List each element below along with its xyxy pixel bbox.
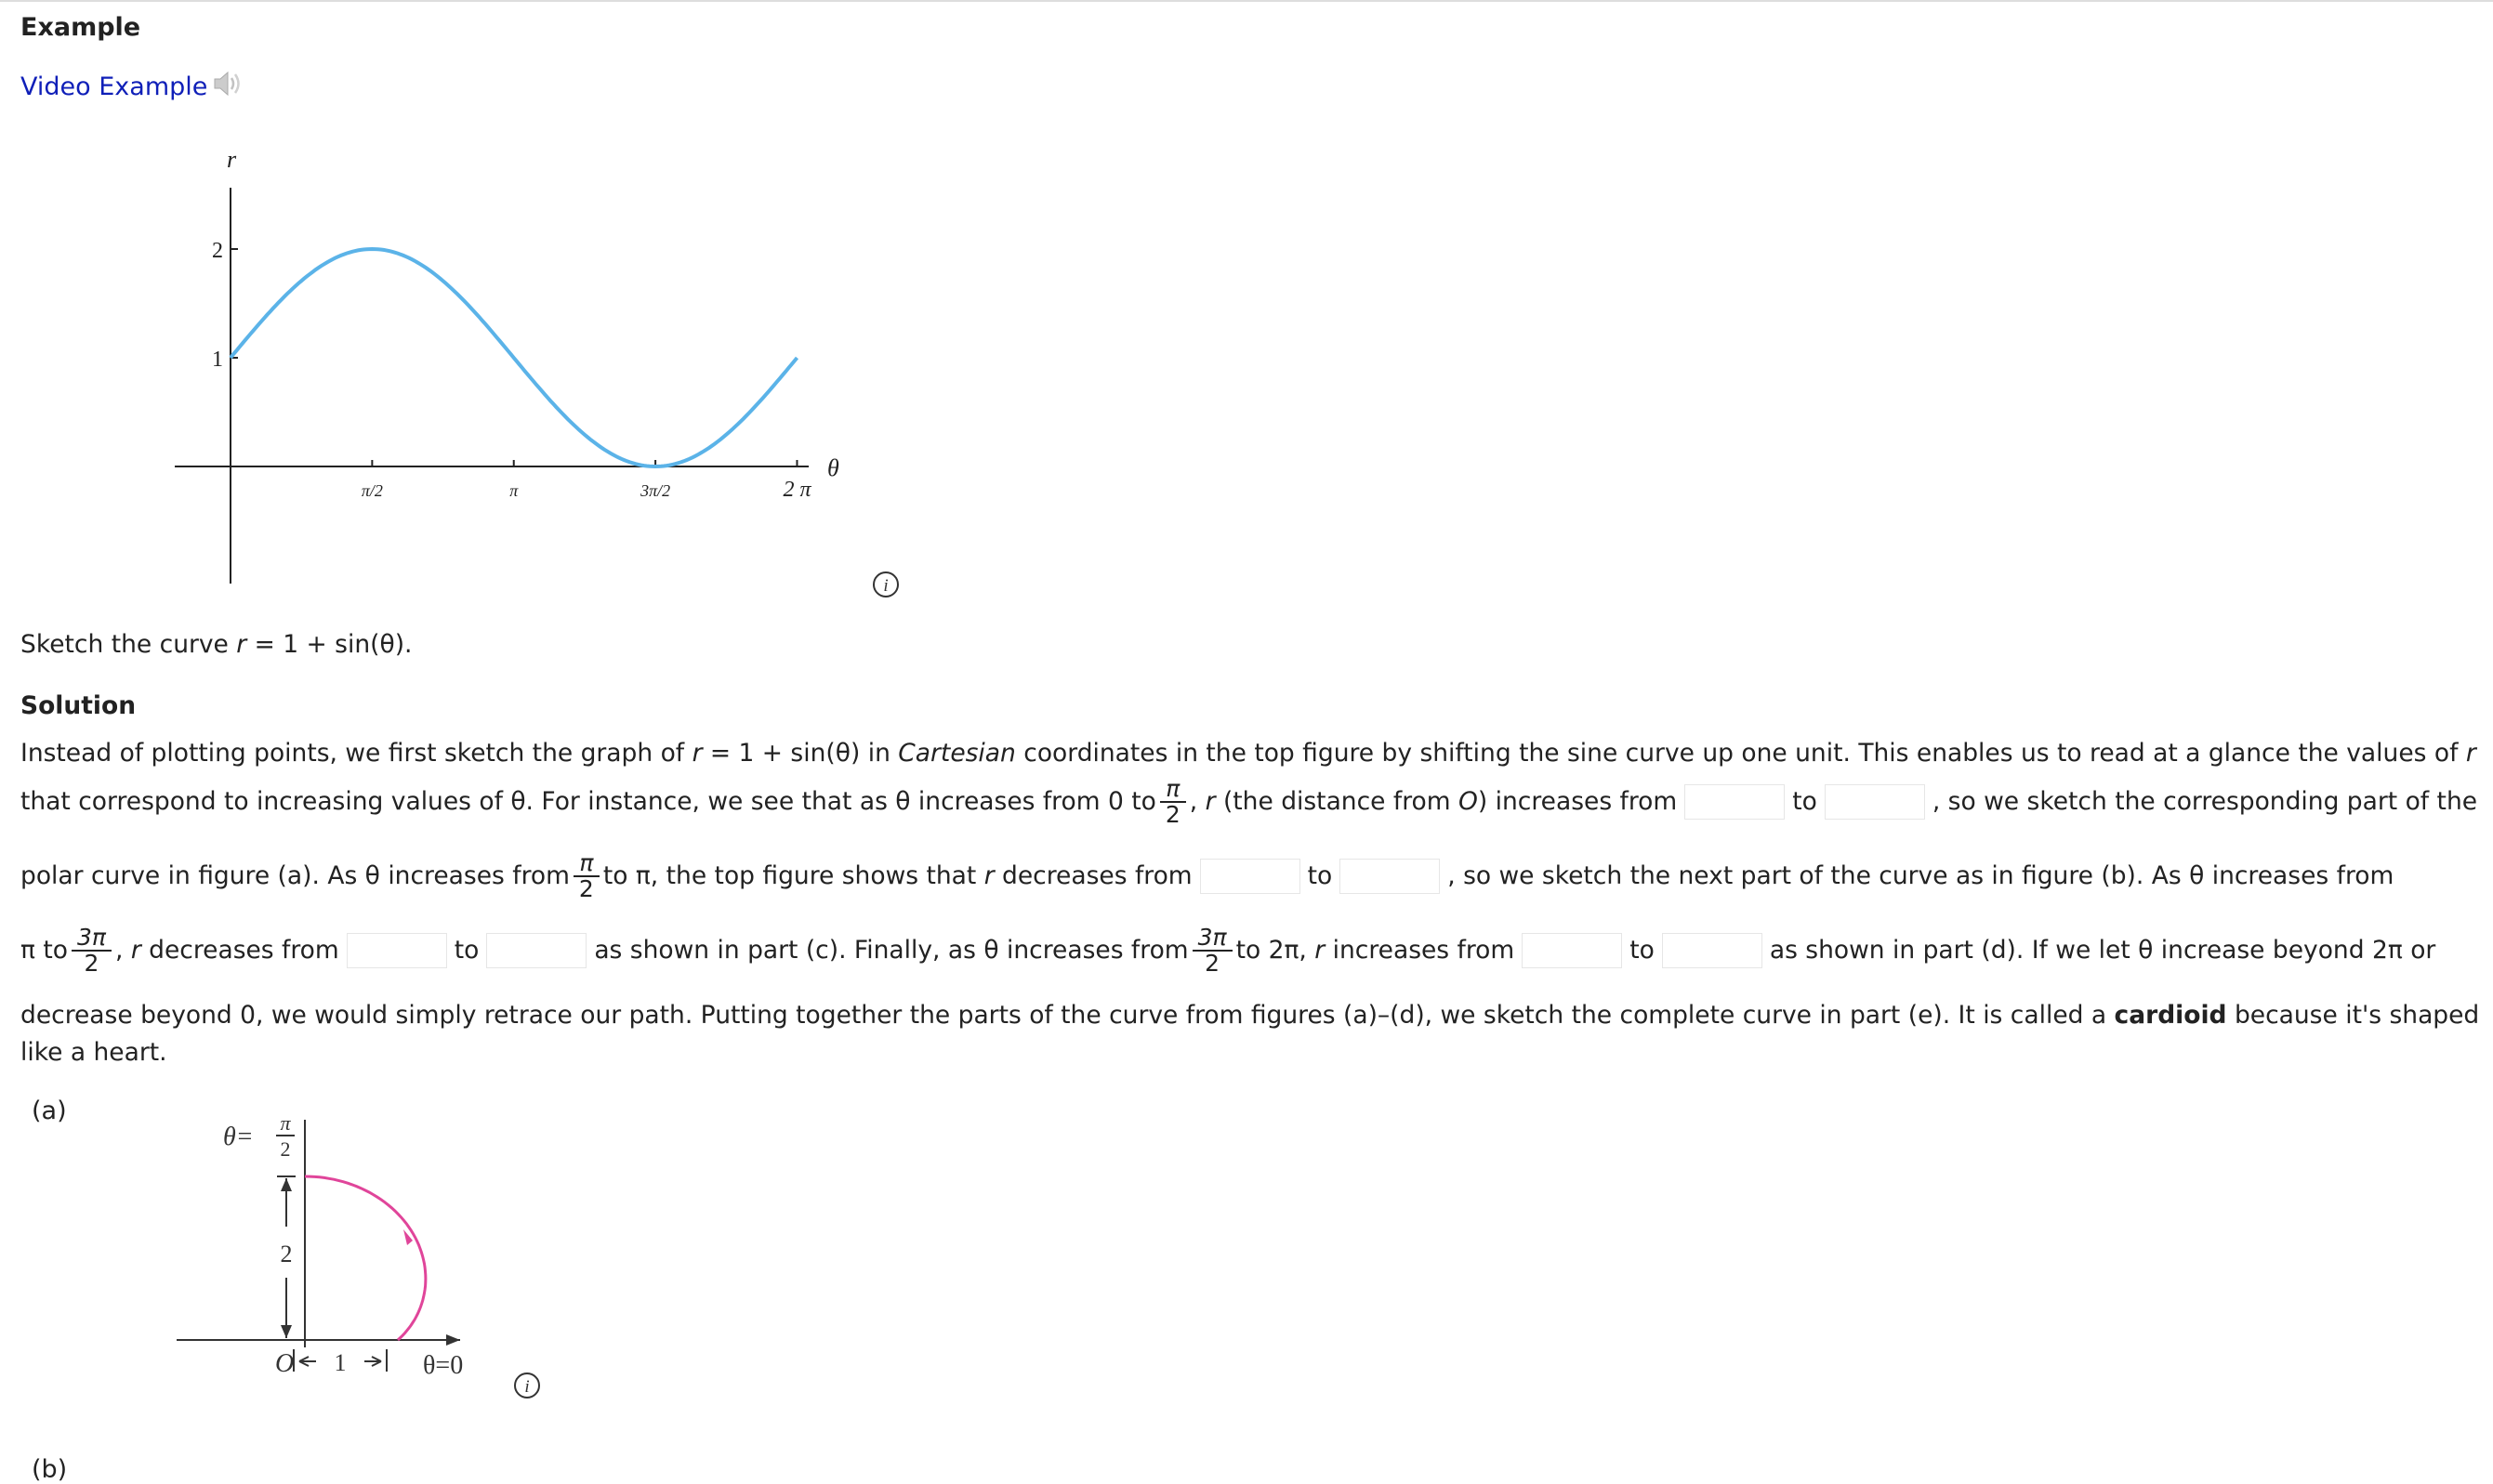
y-tick-label: 2 bbox=[212, 239, 223, 263]
unit-arrow-left bbox=[299, 1357, 316, 1366]
solution-line-1: Instead of plotting points, we first sketch the graph of r = 1 + sin(θ) in Cartesian coordinates in the top figure by shifting the sine curve up one unit. This enables us to read at a glance the values of r bbox=[20, 739, 2476, 768]
dimension-arrow-down bbox=[281, 1325, 292, 1338]
x-tick-label: 2 π bbox=[783, 478, 811, 502]
answer-input-4[interactable] bbox=[1339, 859, 1440, 894]
x-axis-label: θ bbox=[827, 454, 839, 481]
radius-label: 2 bbox=[280, 1241, 293, 1267]
solution-line-4: π to $\frac{3\pi}{2}$ , r decreases from to as shown in part (c). Finally, as θ increases from $\frac{3\pi}{2}$ to 2π, r increases from to as shown in part (d). If we let θ increase beyond 2π or bbox=[20, 924, 2436, 978]
solution-line-3: polar curve in figure (a). As θ increases from $\frac{\pi}{2}$ to π, the top figure shows that r decreases from to , so we sketch the next part of the curve as in figure (b). As θ increases from bbox=[20, 849, 2394, 903]
info-icon[interactable] bbox=[871, 570, 901, 603]
solution-line-5: decrease beyond 0, we would simply retrace our path. Putting together the parts of the curve from figures (a)–(d), we sketch the complete curve in part (e). It is called a cardioid because it's shaped bbox=[20, 1001, 2480, 1030]
x-tick-label: 3π/2 bbox=[640, 481, 671, 500]
fraction-3pi-over-2: $\frac{3\pi}{2}$ bbox=[1193, 926, 1233, 977]
theta-top-label: θ= bbox=[223, 1123, 254, 1151]
x-arrowhead bbox=[446, 1334, 460, 1346]
x-tick-label: π bbox=[509, 481, 519, 500]
y-axis-label: r bbox=[227, 146, 237, 173]
svg-text:i: i bbox=[524, 1377, 530, 1397]
fraction-3pi-over-2: $\frac{3\pi}{2}$ bbox=[72, 926, 112, 977]
video-example-label: Video Example bbox=[20, 72, 208, 101]
answer-input-7[interactable] bbox=[1522, 933, 1622, 968]
origin-label: O bbox=[275, 1349, 295, 1378]
svg-text:i: i bbox=[883, 576, 889, 596]
problem-statement: Sketch the curve r = 1 + sin(θ). bbox=[20, 630, 413, 659]
info-icon[interactable] bbox=[512, 1371, 542, 1404]
cartesian-sine-chart bbox=[0, 0, 2493, 650]
answer-input-1[interactable] bbox=[1684, 784, 1785, 820]
y-tick-label: 1 bbox=[212, 348, 223, 372]
solution-line-6: like a heart. bbox=[20, 1038, 167, 1067]
answer-input-5[interactable] bbox=[347, 933, 447, 968]
figure-a-label: (a) bbox=[32, 1097, 67, 1125]
example-heading: Example bbox=[20, 13, 141, 42]
figure-b-label: (b) bbox=[32, 1455, 68, 1484]
theta-top-num: π bbox=[280, 1111, 291, 1135]
x-tick-label: π/2 bbox=[361, 481, 383, 500]
unit-label: 1 bbox=[334, 1349, 347, 1376]
theta-top-den: 2 bbox=[280, 1137, 291, 1161]
polar-curve-segment bbox=[305, 1176, 426, 1340]
fraction-pi-over-2: $\frac{\pi}{2}$ bbox=[574, 851, 600, 902]
sine-curve bbox=[231, 249, 798, 466]
fraction-pi-over-2: $\frac{\pi}{2}$ bbox=[1160, 777, 1186, 828]
answer-input-8[interactable] bbox=[1662, 933, 1762, 968]
polar-figure-a bbox=[0, 1097, 651, 1403]
solution-line-2: that correspond to increasing values of θ. For instance, we see that as θ increases from 0 to $\frac{\pi}{2}$ , r (the distance from O) increases from to , so we sketch the corresponding part of the bbox=[20, 775, 2478, 829]
answer-input-2[interactable] bbox=[1825, 784, 1925, 820]
unit-arrow-right bbox=[364, 1357, 381, 1366]
answer-input-6[interactable] bbox=[486, 933, 587, 968]
dimension-arrow-up bbox=[281, 1178, 292, 1191]
theta-zero-label: θ=0 bbox=[423, 1351, 464, 1380]
answer-input-3[interactable] bbox=[1200, 859, 1300, 894]
solution-heading: Solution bbox=[20, 691, 137, 720]
